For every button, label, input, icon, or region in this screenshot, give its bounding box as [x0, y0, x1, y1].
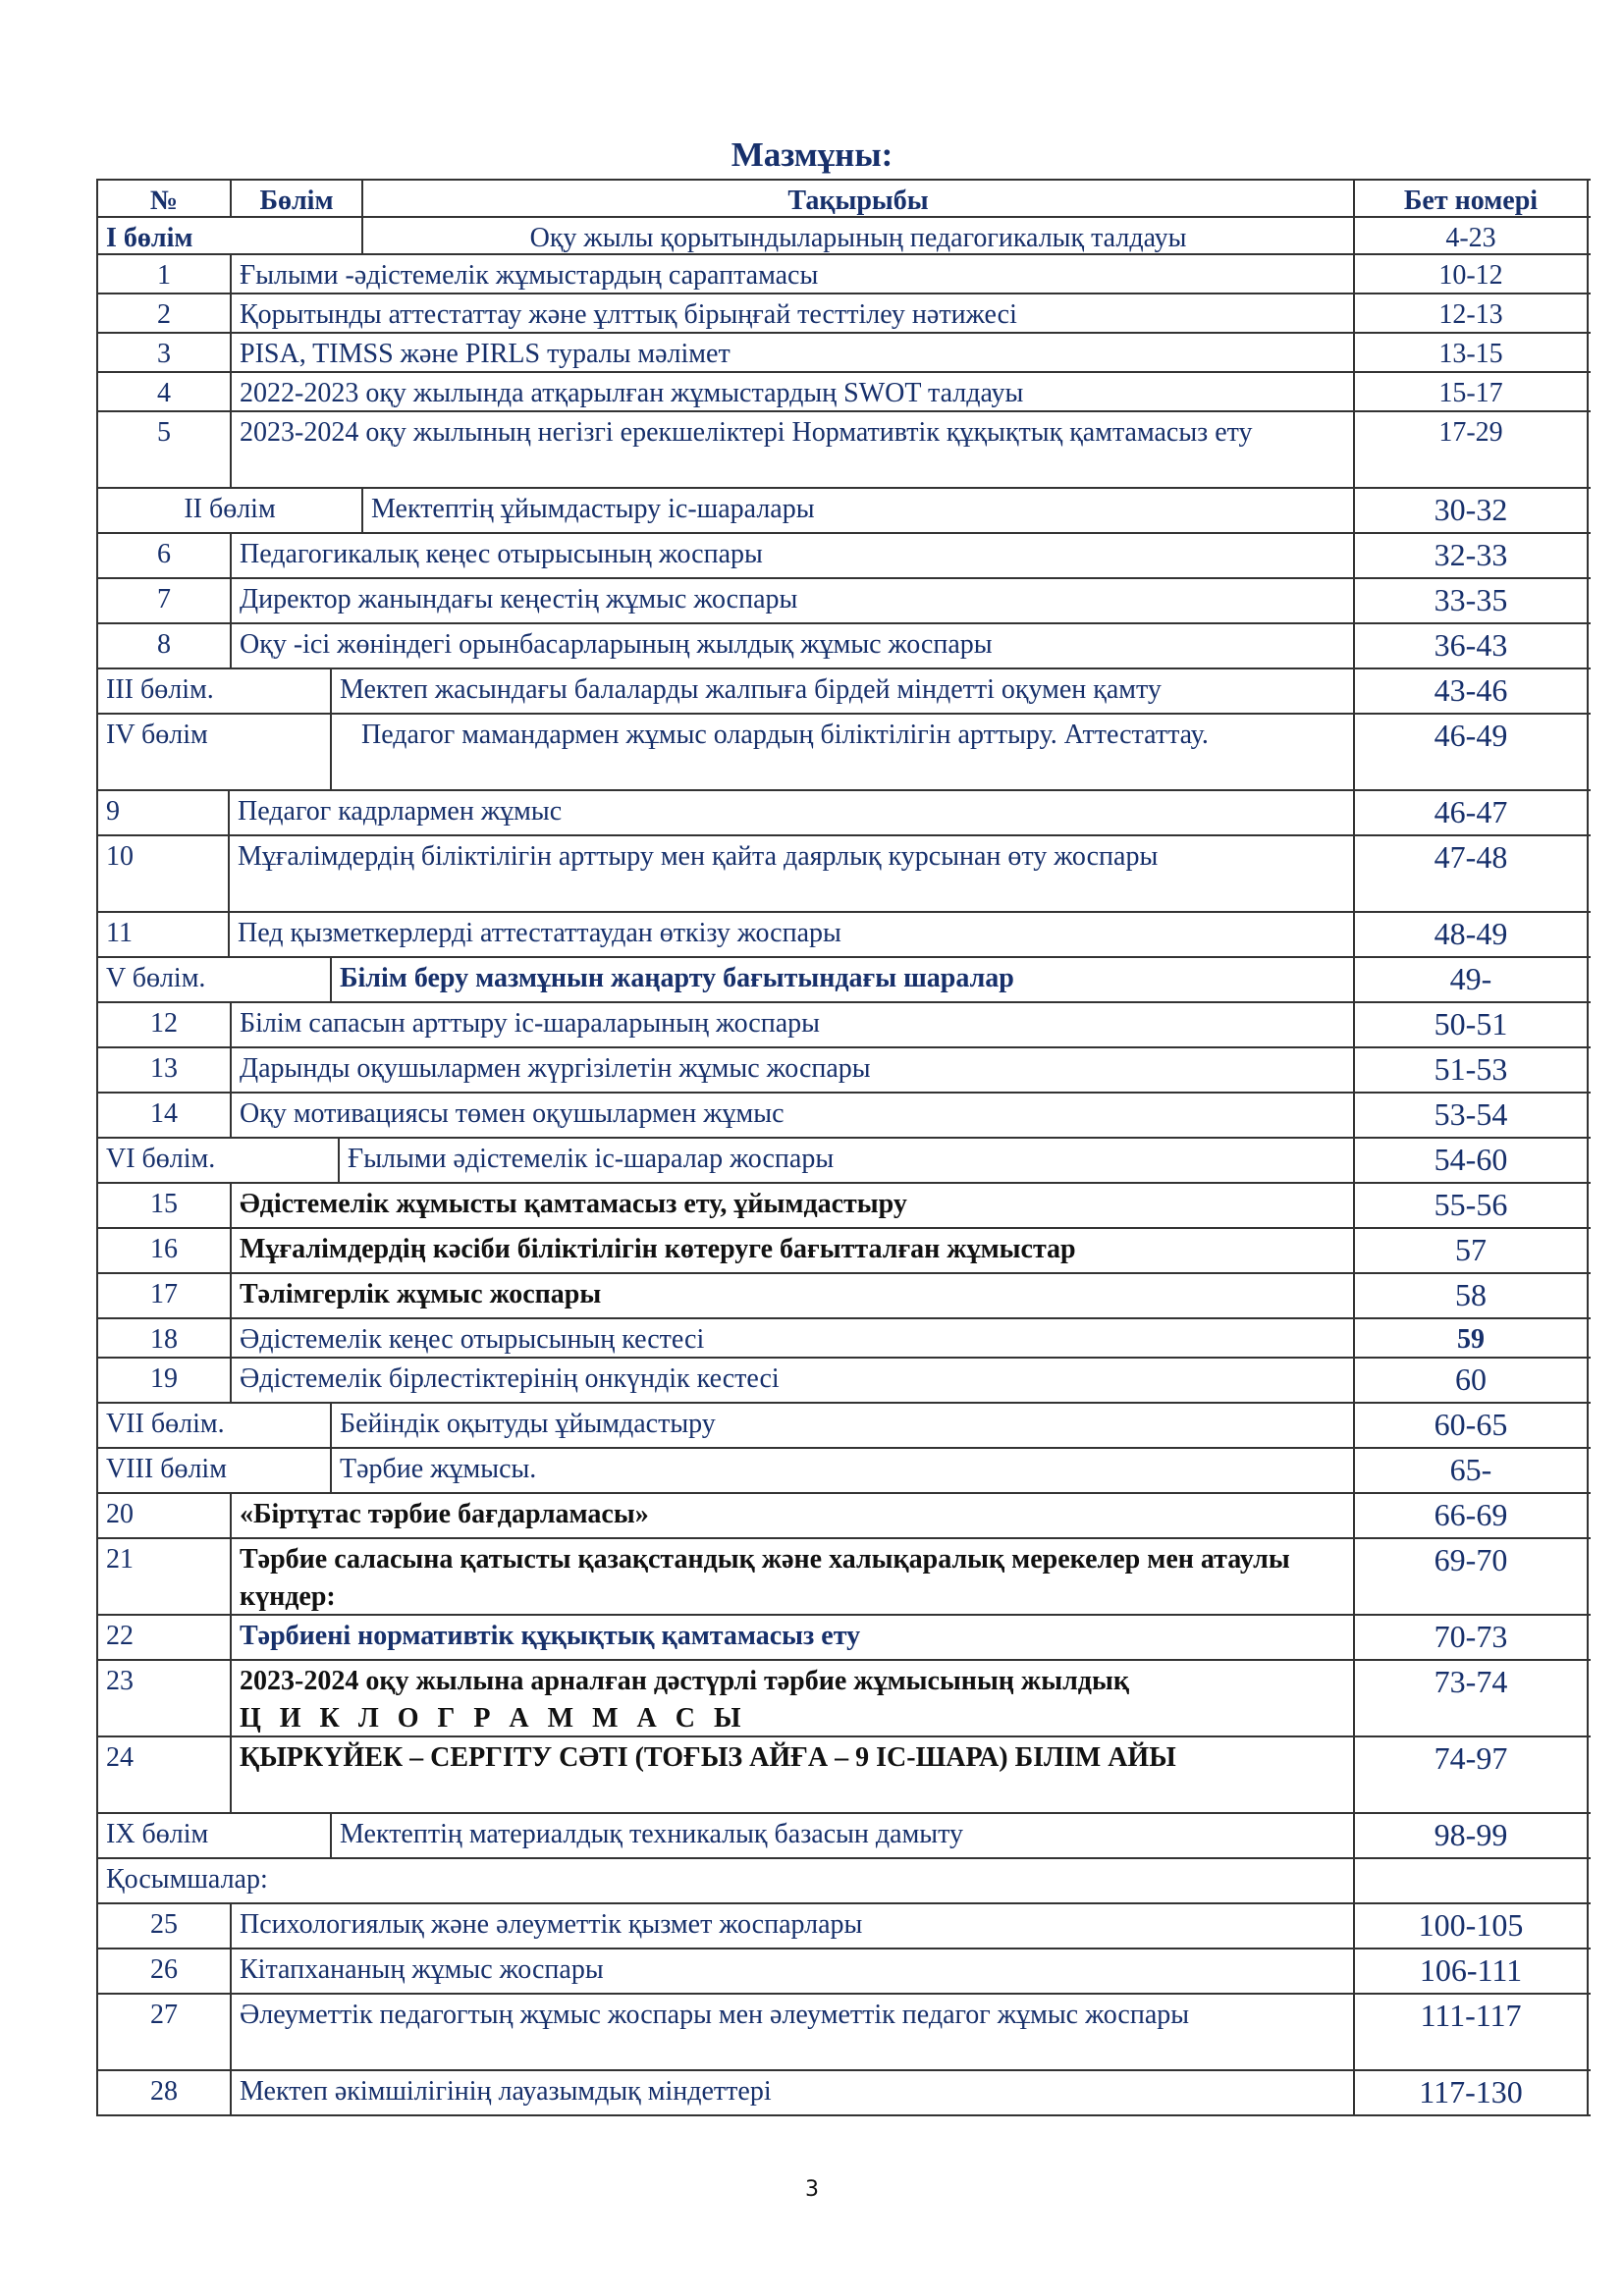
table-row[interactable] [98, 1274, 1591, 1319]
row-topic: Оқу -ісі жөніндегі орынбасарларының жылдық жұмыс жоспары [232, 624, 1355, 667]
page-number: 32-33 [1355, 534, 1589, 577]
row-num: 15 [98, 1184, 232, 1227]
page-number: 59 [1355, 1319, 1589, 1357]
page-number: 55-56 [1355, 1184, 1589, 1227]
section-label: І бөлім [98, 218, 363, 253]
section-row[interactable] [98, 1139, 1591, 1184]
row-num: 19 [98, 1359, 232, 1402]
page-number: 65- [1355, 1449, 1589, 1492]
contents-table [96, 179, 1591, 2116]
page-number: 74-97 [1355, 1737, 1589, 1812]
section-topic: Тәрбие жұмысы. [332, 1449, 1355, 1492]
row-topic: Кітапхананың жұмыс жоспары [232, 1949, 1355, 1993]
table-row[interactable] [98, 1319, 1591, 1359]
row-num: 22 [98, 1616, 232, 1659]
row-num: 8 [98, 624, 232, 667]
row-topic: Мұғалімдердің кәсіби біліктілігін көтеруге бағытталған жұмыстар [232, 1229, 1355, 1272]
section-topic: Мектептің ұйымдастыру іс-шаралары [363, 489, 1355, 532]
row-topic: Оқу мотивациясы төмен оқушылармен жұмыс [232, 1094, 1355, 1137]
page-number: 58 [1355, 1274, 1589, 1317]
row-num: 9 [98, 791, 230, 834]
row-topic: Қорытынды аттестаттау және ұлттық бірыңғай тесттілеу нәтижесі [232, 294, 1355, 332]
table-row[interactable] [98, 836, 1591, 913]
page-number: 47-48 [1355, 836, 1589, 911]
section-label: VІІ бөлім. [98, 1404, 332, 1447]
table-row[interactable] [98, 1616, 1591, 1661]
section-topic: Мектеп жасындағы балаларды жалпыға бірдей міндетті оқумен қамту [332, 669, 1355, 713]
section-label: VІ бөлім. [98, 1139, 340, 1182]
appendix-label: Қосымшалар: [98, 1859, 1355, 1902]
row-num: 12 [98, 1003, 232, 1046]
table-row[interactable] [98, 579, 1591, 624]
row-num: 5 [98, 412, 232, 487]
section-label: ІІІ бөлім. [98, 669, 332, 713]
page-number: 50-51 [1355, 1003, 1589, 1046]
table-row[interactable] [98, 1737, 1591, 1814]
page-number: 98-99 [1355, 1814, 1589, 1857]
section-row[interactable] [98, 1449, 1591, 1494]
header-topic: Тақырыбы [363, 181, 1355, 216]
page-number: 15-17 [1355, 373, 1589, 410]
section-label: ІІ бөлім [98, 489, 363, 532]
page-number: 69-70 [1355, 1539, 1589, 1614]
page-number: 43-46 [1355, 669, 1589, 713]
page-number: 53-54 [1355, 1094, 1589, 1137]
page-number: 60-65 [1355, 1404, 1589, 1447]
row-topic: Мектеп әкімшілігінің лауазымдық міндеттері [232, 2071, 1355, 2114]
section-label: ІV бөлім [98, 715, 332, 789]
table-row[interactable] [98, 294, 1591, 334]
row-topic: Әдістемелік бірлестіктерінің онкүндік кестесі [232, 1359, 1355, 1402]
table-row[interactable] [98, 1995, 1591, 2071]
table-row[interactable] [98, 913, 1591, 958]
row-num: 27 [98, 1995, 232, 2069]
section-topic: Педагог мамандармен жұмыс олардың біліктілігін арттыру. Аттестаттау. [332, 715, 1355, 789]
section-row[interactable] [98, 1404, 1591, 1449]
row-topic: Педагог кадрлармен жұмыс [230, 791, 1355, 834]
section-row[interactable] [98, 958, 1591, 1003]
table-row[interactable] [98, 1904, 1591, 1949]
table-row[interactable] [98, 1661, 1591, 1737]
page-number: 13-15 [1355, 334, 1589, 371]
section-topic: Білім беру мазмұнын жаңарту бағытындағы шаралар [332, 958, 1355, 1001]
section-row[interactable] [98, 489, 1591, 534]
row-num: 26 [98, 1949, 232, 1993]
row-topic: Ғылыми -әдістемелік жұмыстардың сараптамасы [232, 255, 1355, 293]
page-number: 54-60 [1355, 1139, 1589, 1182]
section-row[interactable] [98, 1814, 1591, 1859]
page-number: 111-117 [1355, 1995, 1589, 2069]
table-row[interactable] [98, 255, 1591, 294]
page-number: 51-53 [1355, 1048, 1589, 1092]
section-topic: Оқу жылы қорытындыларының педагогикалық талдауы [363, 218, 1355, 253]
row-num: 11 [98, 913, 230, 956]
page-number: 12-13 [1355, 294, 1589, 332]
table-row[interactable] [98, 412, 1591, 489]
header-page: Бет номері [1355, 181, 1589, 216]
page-number: 36-43 [1355, 624, 1589, 667]
page-number: 48-49 [1355, 913, 1589, 956]
table-row[interactable] [98, 2071, 1591, 2116]
section-row[interactable] [98, 715, 1591, 791]
table-row[interactable] [98, 1539, 1591, 1616]
row-topic: Мұғалімдердің біліктілігін арттыру мен қайта даярлық курсынан өту жоспары [230, 836, 1355, 911]
row-num: 16 [98, 1229, 232, 1272]
table-row[interactable] [98, 1494, 1591, 1539]
table-row[interactable] [98, 1184, 1591, 1229]
row-topic: Тәрбиені нормативтік құқықтық қамтамасыз ету [232, 1616, 1355, 1659]
row-topic: ҚЫРКҮЙЕК – СЕРГІТУ СӘТІ (ТОҒЫЗ АЙҒА – 9 ІС-ШАРА) БІЛІМ АЙЫ [232, 1737, 1355, 1812]
page-title: Мазмұны: [731, 135, 893, 174]
page-number: 100-105 [1355, 1904, 1589, 1948]
section-topic: Бейіндік оқытуды ұйымдастыру [332, 1404, 1355, 1447]
row-topic: Әдістемелік жұмысты қамтамасыз ету, ұйымдастыру [232, 1184, 1355, 1227]
page-number: 70-73 [1355, 1616, 1589, 1659]
page-number: 46-49 [1355, 715, 1589, 789]
row-num: 2 [98, 294, 232, 332]
row-topic: 2022-2023 оқу жылында атқарылған жұмыстардың SWOT талдауы [232, 373, 1355, 410]
row-topic: Тәрбие саласына қатысты қазақстандық және халықаралық мерекелер мен атаулы күндер: [232, 1539, 1355, 1614]
page-number: 10-12 [1355, 255, 1589, 293]
section-topic: Ғылыми әдістемелік іс-шаралар жоспары [340, 1139, 1355, 1182]
row-topic: Әлеуметтік педагогтың жұмыс жоспары мен әлеуметтік педагог жұмыс жоспары [232, 1995, 1355, 2069]
section-row[interactable] [98, 669, 1591, 715]
page-number: 117-130 [1355, 2071, 1589, 2114]
page-number: 73-74 [1355, 1661, 1589, 1735]
row-topic-line1: 2023-2024 оқу жылына арналған дәстүрлі тәрбие жұмысының жылдық [240, 1666, 1129, 1696]
table-row[interactable] [98, 1094, 1591, 1139]
row-num: 23 [98, 1661, 232, 1735]
section-label: V бөлім. [98, 958, 332, 1001]
row-topic: 2023-2024 оқу жылының негізгі ерекшеліктері Нормативтік құқықтық қамтамасыз ету [232, 412, 1355, 487]
row-topic: Пед қызметкерлерді аттестаттаудан өткізу жоспары [230, 913, 1355, 956]
table-row[interactable] [98, 334, 1591, 373]
row-num: 13 [98, 1048, 232, 1092]
table-row[interactable] [98, 1229, 1591, 1274]
page-number: 106-111 [1355, 1949, 1589, 1993]
table-row[interactable] [98, 534, 1591, 579]
header-num: № [98, 181, 232, 216]
row-topic: Психологиялық және әлеуметтік қызмет жоспарлары [232, 1904, 1355, 1948]
table-row[interactable] [98, 1003, 1591, 1048]
page-number [1355, 1859, 1589, 1902]
table-row[interactable] [98, 791, 1591, 836]
row-num: 10 [98, 836, 230, 911]
section-label: ІХ бөлім [98, 1814, 332, 1857]
row-topic: PISA, TIMSS және PIRLS туралы мәлімет [232, 334, 1355, 371]
section-row[interactable] [98, 218, 1591, 255]
page-number-footer: 3 [805, 2177, 819, 2202]
table-row[interactable] [98, 1048, 1591, 1094]
page-number: 33-35 [1355, 579, 1589, 622]
row-num: 1 [98, 255, 232, 293]
row-topic-line2: Ц И К Л О Г Р А М М А С Ы [240, 1703, 747, 1734]
row-topic: Педагогикалық кеңес отырысының жоспары [232, 534, 1355, 577]
header-section: Бөлім [232, 181, 363, 216]
section-label: VІІІ бөлім [98, 1449, 332, 1492]
row-num: 28 [98, 2071, 232, 2114]
row-num: 24 [98, 1737, 232, 1812]
row-num: 3 [98, 334, 232, 371]
row-num: 7 [98, 579, 232, 622]
row-num: 20 [98, 1494, 232, 1537]
row-topic [232, 1661, 1355, 1735]
row-topic: Әдістемелік кеңес отырысының кестесі [232, 1319, 1355, 1357]
page-number: 46-47 [1355, 791, 1589, 834]
page-number: 17-29 [1355, 412, 1589, 487]
page-number: 60 [1355, 1359, 1589, 1402]
row-topic: Білім сапасын арттыру іс-шараларының жоспары [232, 1003, 1355, 1046]
row-num: 14 [98, 1094, 232, 1137]
page-number: 66-69 [1355, 1494, 1589, 1537]
page-number: 49- [1355, 958, 1589, 1001]
row-topic: Директор жанындағы кеңестің жұмыс жоспары [232, 579, 1355, 622]
row-num: 21 [98, 1539, 232, 1614]
row-num: 25 [98, 1904, 232, 1948]
row-num: 18 [98, 1319, 232, 1357]
section-topic: Мектептің материалдық техникалық базасын дамыту [332, 1814, 1355, 1857]
table-row[interactable] [98, 1359, 1591, 1404]
table-row[interactable] [98, 1949, 1591, 1995]
row-topic: «Біртұтас тәрбие бағдарламасы» [232, 1494, 1355, 1537]
table-row[interactable] [98, 624, 1591, 669]
table-row[interactable] [98, 373, 1591, 412]
row-topic: Дарынды оқушылармен жүргізілетін жұмыс жоспары [232, 1048, 1355, 1092]
row-num: 6 [98, 534, 232, 577]
table-header [98, 181, 1591, 218]
page-number: 4-23 [1355, 218, 1589, 253]
appendix-row[interactable] [98, 1859, 1591, 1904]
row-num: 17 [98, 1274, 232, 1317]
row-num: 4 [98, 373, 232, 410]
page-number: 30-32 [1355, 489, 1589, 532]
row-topic: Тәлімгерлік жұмыс жоспары [232, 1274, 1355, 1317]
page-number: 57 [1355, 1229, 1589, 1272]
